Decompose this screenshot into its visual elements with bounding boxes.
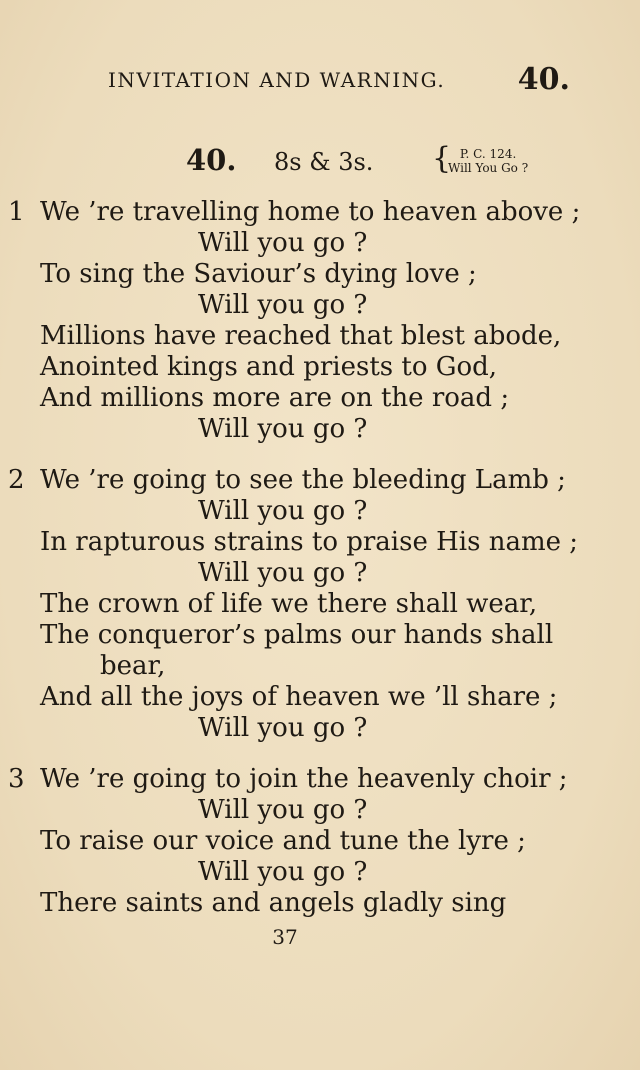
verse-line: And millions more are on the road ; [40, 383, 510, 413]
refrain-line: Will you go ? [198, 414, 368, 444]
verse-line: The conqueror’s palms our hands shall [40, 620, 554, 650]
verse-line: We ’re travelling home to heaven above ; [40, 197, 581, 227]
hymn-number: 40. [186, 143, 237, 177]
hymn-meter: 8s & 3s. [274, 148, 374, 176]
tune-reference [448, 147, 528, 175]
verse-line: There saints and angels gladly sing [40, 888, 507, 918]
tune-brace: { [432, 141, 452, 176]
refrain-line: Will you go ? [198, 795, 368, 825]
refrain-line: Will you go ? [198, 290, 368, 320]
verse-line-continuation: bear, [100, 651, 166, 681]
refrain-line: Will you go ? [198, 558, 368, 588]
hymn-heading [186, 143, 586, 183]
verse-line: We ’re going to join the heavenly choir ; [40, 764, 568, 794]
verse-line: In rapturous strains to praise His name ; [40, 527, 579, 557]
verse-line: To sing the Saviour’s dying love ; [40, 259, 477, 289]
verse-line: We ’re going to see the bleeding Lamb ; [40, 465, 566, 495]
verse-line: And all the joys of heaven we ’ll share ; [40, 682, 558, 712]
tune-ref-source: P. C. 124. [459, 147, 517, 161]
verse-line: Anointed kings and priests to God, [40, 352, 498, 382]
verse-number: 3 [8, 764, 25, 794]
verse-line: The crown of life we there shall wear, [40, 589, 538, 619]
verse-line: To raise our voice and tune the lyre ; [40, 826, 526, 856]
verse-number: 1 [8, 197, 25, 227]
running-head [108, 62, 570, 98]
verse-number: 2 [8, 465, 25, 495]
refrain-line: Will you go ? [198, 857, 368, 887]
running-title: INVITATION AND WARNING. [108, 68, 446, 92]
refrain-line: Will you go ? [198, 496, 368, 526]
running-page-number: 40. [517, 62, 570, 97]
tune-ref-name: Will You Go ? [448, 161, 529, 175]
page-folio: 37 [272, 925, 298, 949]
refrain-line: Will you go ? [198, 228, 368, 258]
refrain-line: Will you go ? [198, 713, 368, 743]
verse-line: Millions have reached that blest abode, [40, 321, 562, 351]
